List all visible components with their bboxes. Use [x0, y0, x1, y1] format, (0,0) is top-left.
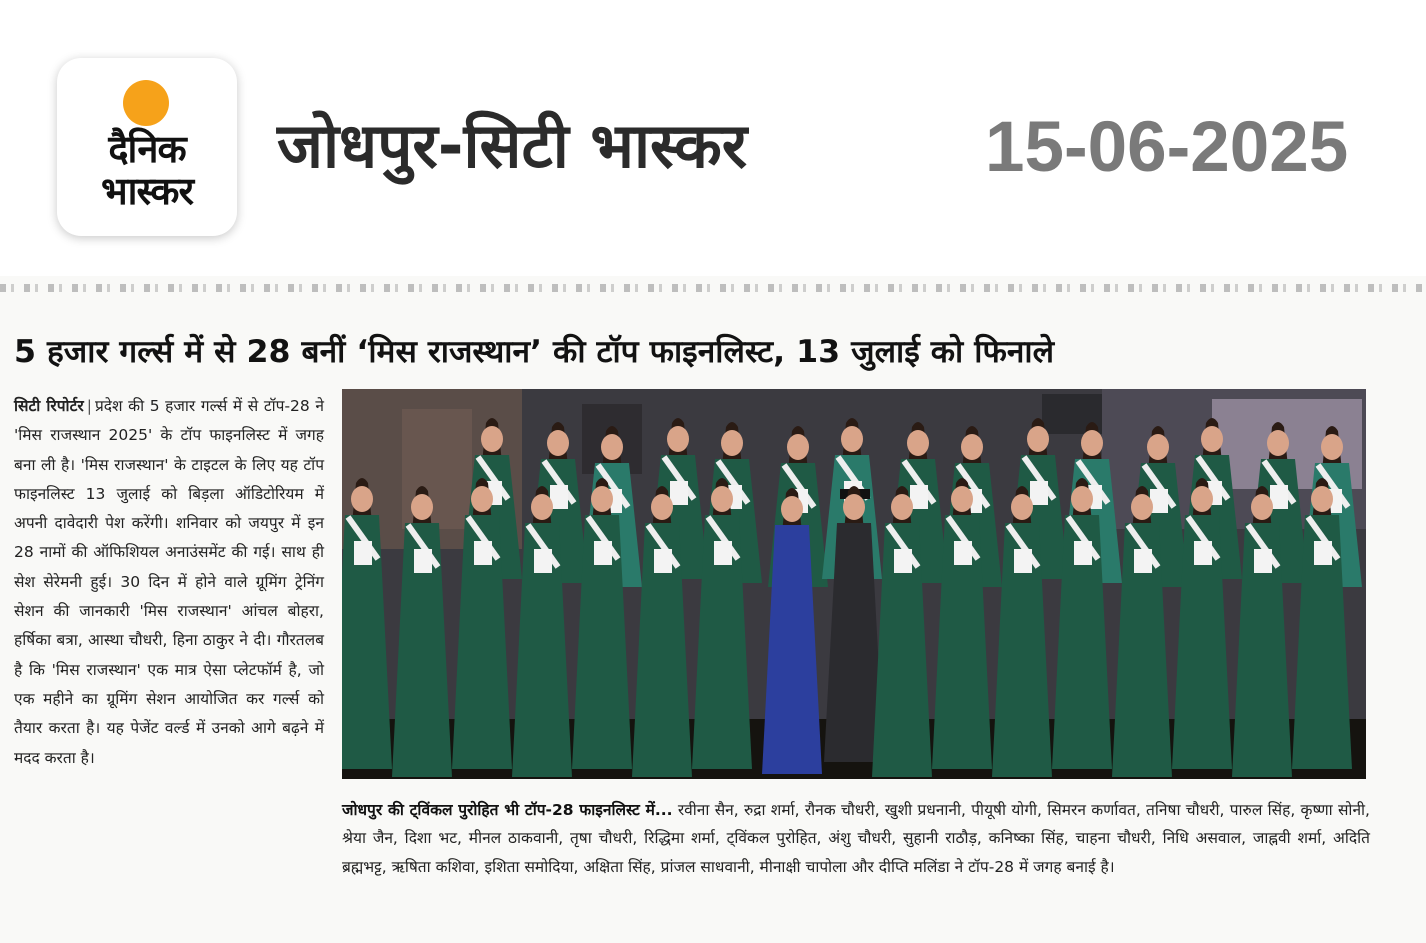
- newspaper-logo: [57, 58, 237, 236]
- back-row-finalist-11-head: [1081, 430, 1103, 456]
- front-row-finalist-10-card: [894, 549, 912, 573]
- byline: सिटी रिपोर्टर: [14, 397, 84, 415]
- front-row-finalist-11-card: [954, 541, 972, 565]
- front-row-finalist-15-card: [1194, 541, 1212, 565]
- byline-separator: |: [86, 397, 92, 415]
- news-clipping: [0, 276, 1426, 943]
- logo-text-line-1: दैनिक: [108, 127, 186, 171]
- front-row-finalist-4-head: [531, 494, 553, 520]
- logo-text-line-2: भास्कर: [100, 169, 194, 213]
- back-row-finalist-12-head: [1147, 434, 1169, 460]
- front-row-finalist-12-head: [1011, 494, 1033, 520]
- front-row-finalist-14-head: [1131, 494, 1153, 520]
- back-row-finalist-9-head: [961, 434, 983, 460]
- front-row-finalist-16-head: [1251, 494, 1273, 520]
- man-in-suit-head: [843, 494, 865, 520]
- host-in-blue-head: [781, 496, 803, 522]
- front-row-finalist-12-card: [1014, 549, 1032, 573]
- sun-logo-icon: [123, 80, 169, 126]
- back-row-finalist-1-head: [481, 426, 503, 452]
- article-text: प्रदेश की 5 हजार गर्ल्स में से टॉप-28 ने 'मिस राजस्थान 2025' के टॉप फाइनलिस्ट में जगह बना ली है। 'मिस राजस्थान' के टाइटल के लिए यह टॉप फाइनलिस्ट 13 जुलाई को बिड़ला ऑडिटोरियम में अपनी दावेदारी पेश करेंगी। शनिवार को जयपुर में इन 28 नामों की ऑफिशियल अनाउंसमेंट की गई। साथ ही सेश सेरेमनी हुई। 30 दिन में होने वाले ग्रूमिंग ट्रेनिंग सेशन की जानकारी 'मिस राजस्थान' आंचल बोहरा, हर्षिका बत्रा, आस्था चौधरी, हिना ठाकुर ने दी। गौरतलब है कि 'मिस राजस्थान' एक मात्र ऐसा प्लेटफॉर्म है, जो एक महीने का ग्रूमिंग सेशन आयोजित कर गर्ल्स को तैयार करता है। यह पेजेंट वर्ल्ड में उनको आगे बढ़ने में मदद करता है।: [14, 397, 324, 767]
- back-row-finalist-5-head: [721, 430, 743, 456]
- back-row-finalist-10-head: [1027, 426, 1049, 452]
- front-row-finalist-15-head: [1191, 486, 1213, 512]
- front-row-finalist-10-head: [891, 494, 913, 520]
- previous-article-bleed: [0, 284, 1426, 292]
- front-row-finalist-2-head: [411, 494, 433, 520]
- back-row-finalist-4-card: [670, 481, 688, 505]
- front-row-finalist-5-head: [591, 486, 613, 512]
- front-row-finalist-3-card: [474, 541, 492, 565]
- front-row-finalist-13-head: [1071, 486, 1093, 512]
- photo-caption: [342, 796, 1370, 881]
- front-row-finalist-1-head: [351, 486, 373, 512]
- back-row-finalist-2-head: [547, 430, 569, 456]
- front-row-finalist-3-head: [471, 486, 493, 512]
- front-row-finalist-17-card: [1314, 541, 1332, 565]
- front-row-finalist-7-head: [711, 486, 733, 512]
- front-row-finalist-6-card: [654, 549, 672, 573]
- front-row-finalist-13-card: [1074, 541, 1092, 565]
- edition-title: जोधपुर-सिटी भास्कर: [277, 109, 748, 182]
- back-row-finalist-13-head: [1201, 426, 1223, 452]
- back-row-finalist-10-card: [1030, 481, 1048, 505]
- back-row-finalist-4-head: [667, 426, 689, 452]
- article-headline: 5 हजार गर्ल्स में से 28 बनीं ‘मिस राजस्थान’ की टॉप फाइनलिस्ट, 13 जुलाई को फिनाले: [14, 334, 1055, 370]
- front-row-finalist-6-head: [651, 494, 673, 520]
- front-row-finalist-5-card: [594, 541, 612, 565]
- front-row-finalist-7-card: [714, 541, 732, 565]
- back-row-finalist-8-head: [907, 430, 929, 456]
- back-row-finalist-15-head: [1321, 434, 1343, 460]
- front-row-finalist-4-card: [534, 549, 552, 573]
- front-row-finalist-17-head: [1311, 486, 1333, 512]
- back-row-finalist-6-head: [787, 434, 809, 460]
- front-row-finalist-14-card: [1134, 549, 1152, 573]
- front-row-finalist-1-card: [354, 541, 372, 565]
- caption-lead: जोधपुर की ट्विंकल पुरोहित भी टॉप-28 फाइनलिस्ट में...: [342, 801, 673, 819]
- back-row-finalist-14-head: [1267, 430, 1289, 456]
- caption-names: रवीना सैन, रुद्रा शर्मा, रौनक चौधरी, खुशी प्रधनानी, पीयूषी योगी, सिमरन कर्णावत, तनिषा चौधरी, पारुल सिंह, कृष्णा सोनी, श्रेया जैन, दिशा भट, मीनल ठाकवानी, तृषा चौधरी, रिद्धिमा शर्मा, ट्विंकल पुरोहित, अंशु चौधरी, सुहानी राठौड़, कनिष्का सिंह, चाहना चौधरी, निधि असवाल, जाह्नवी शर्मा, अदिति ब्रह्मभट्ट, ऋषिता कशिवा, इशिता समोदिया, अक्षिता सिंह, प्रांजल साधवानी, मीनाक्षी चापोला और दीप्ति मलिंडा ने टॉप-28 में जगह बनाई है।: [342, 801, 1370, 876]
- back-row-finalist-3-head: [601, 434, 623, 460]
- front-row-finalist-16-card: [1254, 549, 1272, 573]
- finalists-group-photo: [342, 389, 1366, 779]
- front-row-finalist-2-card: [414, 549, 432, 573]
- article-body: [14, 392, 324, 773]
- edition-date: 15-06-2025: [985, 108, 1349, 187]
- back-row-finalist-7-head: [841, 426, 863, 452]
- front-row-finalist-11-head: [951, 486, 973, 512]
